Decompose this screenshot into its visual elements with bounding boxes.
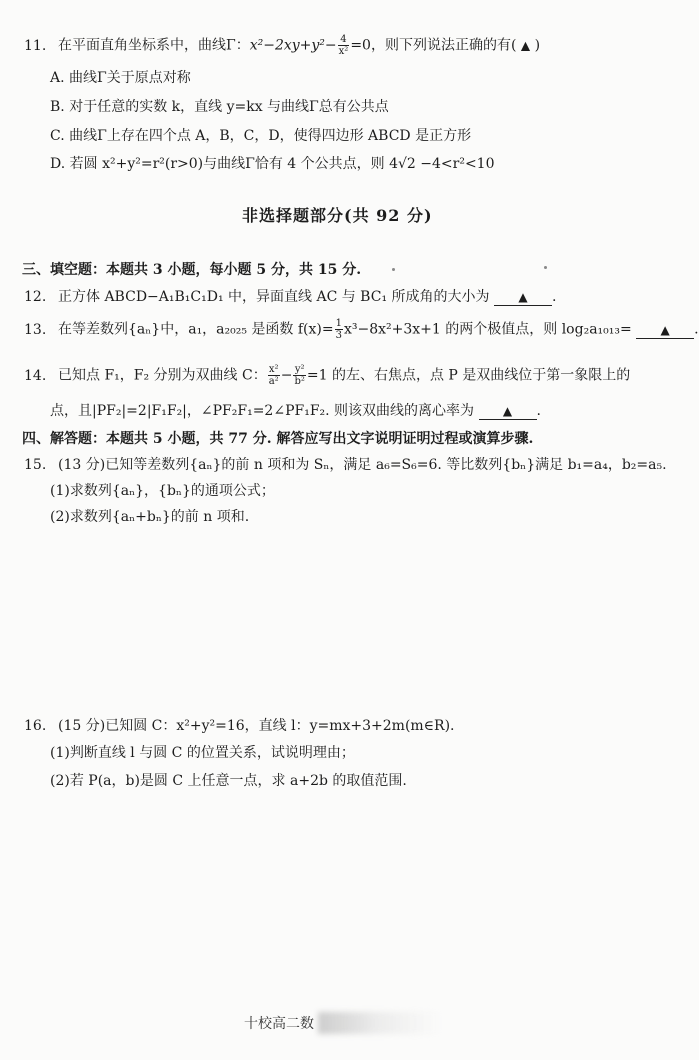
q16-stem-text: (15 分)已知圆 C：x²+y²=16，直线 l：y=mx+3+2m(m∈R). [58,718,455,734]
q14-text-b: =1 的左、右焦点，点 P 是双曲线位于第一象限上的 [306,367,631,384]
q14-number: 14. [24,367,47,384]
q14-text-line2: 点，且|PF₂|=2|F₁F₂|，∠PF₂F₁=2∠PF₁F₂. 则该双曲线的离心率为 [50,403,475,419]
q11-equation-lhs: x²−2xy+y²− [249,37,337,54]
part4-header: 四、解答题：本题共 5 小题，共 77 分. 解答应写出文字说明证明过程或演算步骤. [22,431,534,447]
q12: 12. 正方体 ABCD−A₁B₁C₁D₁ 中，异面直线 AC 与 BC₁ 所成角的大小为 ▲ . [24,289,557,305]
q11-option-b: B. 对于任意的实数 k，直线 y=kx 与曲线Γ总有公共点 [50,99,389,115]
q11-stem: 11. 在平面直角坐标系中，曲线Γ：x²−2xy+y²− $\frac{4}{\text{x²}}$ =0，则下列说法正确的有( ▲ ) [24,34,541,57]
q14-answer-blank [479,403,537,420]
q11-number: 11. [24,37,47,54]
triangle-marker: ▲ [502,404,513,418]
q11-stem-text: 在平面直角坐标系中，曲线Γ： [58,37,250,54]
scan-speck [544,266,547,269]
q16-part-1: (1)判断直线 l 与圆 C 的位置关系，试说明理由； [50,745,355,761]
triangle-marker: ▲ [518,290,528,304]
q16-part-2: (2)若 P(a，b)是圆 C 上任意一点，求 a+2b 的取值范围. [50,773,407,789]
q12-answer-blank [494,289,552,306]
q11-option-d: D. 若圆 x²+y²=r²(r>0)与曲线Γ恰有 4 个公共点，则 4√2 −4<r²<10 [50,156,495,172]
q14-line1: 14. 已知点 F₁，F₂ 分别为双曲线 C： $\frac{\text{x²}}{\text{a²}}$ − $\frac{\text{y²}}{\text{b²}}$ =1 的左、右焦点，点 P 是双曲线位于第一象限上的 [24,364,631,387]
q11-option-a: A. 曲线Γ关于原点对称 [50,70,191,86]
triangle-marker: ▲ [520,38,531,53]
q11-option-c: C. 曲线Γ上存在四个点 A，B，C，D，使得四边形 ABCD 是正方形 [50,128,472,144]
q11-fraction: $\frac{4}{\text{x²}}$ [338,34,349,57]
q12-number: 12. [24,289,47,305]
section-title: 非选择题部分(共 92 分) [242,206,433,225]
q14-line2: 点，且|PF₂|=2|F₁F₂|，∠PF₂F₁=2∠PF₁F₂. 则该双曲线的离心率为 ▲ . [50,403,541,419]
q11-equation-rhs: =0，则下列说法正确的有( [350,37,517,54]
q13-number: 13. [24,321,47,338]
q13-text-a: 在等差数列{aₙ}中，a₁，a₂₀₂₅ 是函数 f(x)= [58,321,334,338]
q16-stem [24,716,455,736]
q15-stem-text: (13 分)已知等差数列{aₙ}的前 n 项和为 Sₙ，满足 a₆=S₆=6. 等比数列{bₙ}满足 b₁=a₄，b₂=a₅. [58,457,667,473]
triangle-marker: ▲ [660,322,670,337]
q13-answer-blank [636,322,694,339]
q15-stem [24,455,667,475]
page-footer: 十校高二数 [244,1016,314,1032]
q15-part-1: (1)求数列{aₙ}，{bₙ}的通项公式； [50,483,275,499]
part3-header: 三、填空题：本题共 3 小题，每小题 5 分，共 15 分. [22,262,362,278]
q14-fraction-y: $\frac{\text{y²}}{\text{b²}}$ [294,364,305,387]
q14-text-a: 已知点 F₁，F₂ 分别为双曲线 C： [58,367,267,384]
q15-part-2: (2)求数列{aₙ+bₙ}的前 n 项和. [50,509,250,525]
scan-speck [392,268,395,271]
q16-number: 16. [24,718,47,734]
q13-fraction: $\frac{1}{3}$ [335,318,342,341]
q13: 13. 在等差数列{aₙ}中，a₁，a₂₀₂₅ 是函数 f(x)= $\frac{1}{3}$ x³−8x²+3x+1 的两个极值点，则 log₂a₁₀₁₃= ▲ . [24,318,699,341]
footer-blur-overlay [318,1012,438,1034]
q12-text: 正方体 ABCD−A₁B₁C₁D₁ 中，异面直线 AC 与 BC₁ 所成角的大小为 [58,289,490,305]
q13-text-b: x³−8x²+3x+1 的两个极值点，则 log₂a₁₀₁₃= [343,321,632,338]
q14-fraction-x: $\frac{\text{x²}}{\text{a²}}$ [268,364,279,387]
q15-number: 15. [24,457,47,473]
